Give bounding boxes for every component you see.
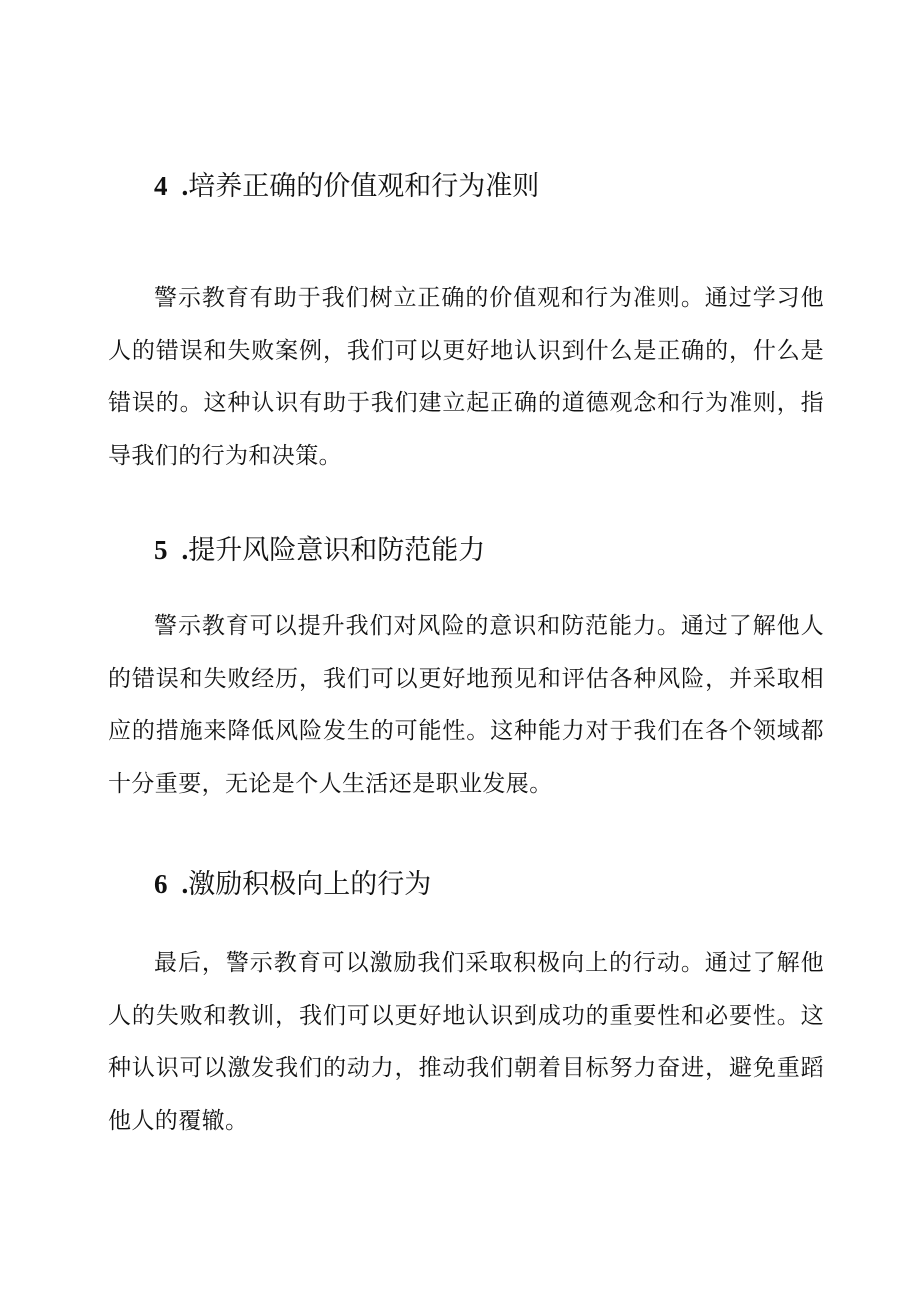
section-number-dot: .: [181, 535, 189, 565]
section-5: [108, 532, 824, 810]
section-number: 5: [154, 535, 168, 565]
section-title: 激励积极向上的行为: [188, 869, 432, 900]
section-title: 培养正确的价值观和行为准则: [188, 171, 540, 202]
section-heading: [108, 866, 824, 903]
section-6: [108, 866, 824, 1147]
section-paragraph: 警示教育有助于我们树立正确的价值观和行为准则。通过学习他人的错误和失败案例，我们可以更好地认识到什么是正确的，什么是错误的。这种认识有助于我们建立起正确的道德观念和行为准则，指导我们的行为和决策。: [108, 285, 824, 469]
section-4: [108, 168, 824, 482]
section-paragraph: 最后，警示教育可以激励我们采取积极向上的行动。通过了解他人的失败和教训，我们可以更好地认识到成功的重要性和必要性。这种认识可以激发我们的动力，推动我们朝着目标努力奋进，避免重蹈他人的覆辙。: [108, 950, 824, 1134]
section-heading: [108, 168, 824, 205]
section-title: 提升风险意识和防范能力: [188, 535, 486, 566]
section-number-dot: .: [181, 869, 189, 899]
section-number: 4: [154, 171, 168, 201]
section-paragraph: 警示教育可以提升我们对风险的意识和防范能力。通过了解他人的错误和失败经历，我们可以更好地预见和评估各种风险，并采取相应的措施来降低风险发生的可能性。这种能力对于我们在各个领域都十分重要，无论是个人生活还是职业发展。: [108, 613, 824, 797]
section-heading: [108, 532, 824, 569]
section-number: 6: [154, 869, 168, 899]
section-number-dot: .: [181, 171, 189, 201]
